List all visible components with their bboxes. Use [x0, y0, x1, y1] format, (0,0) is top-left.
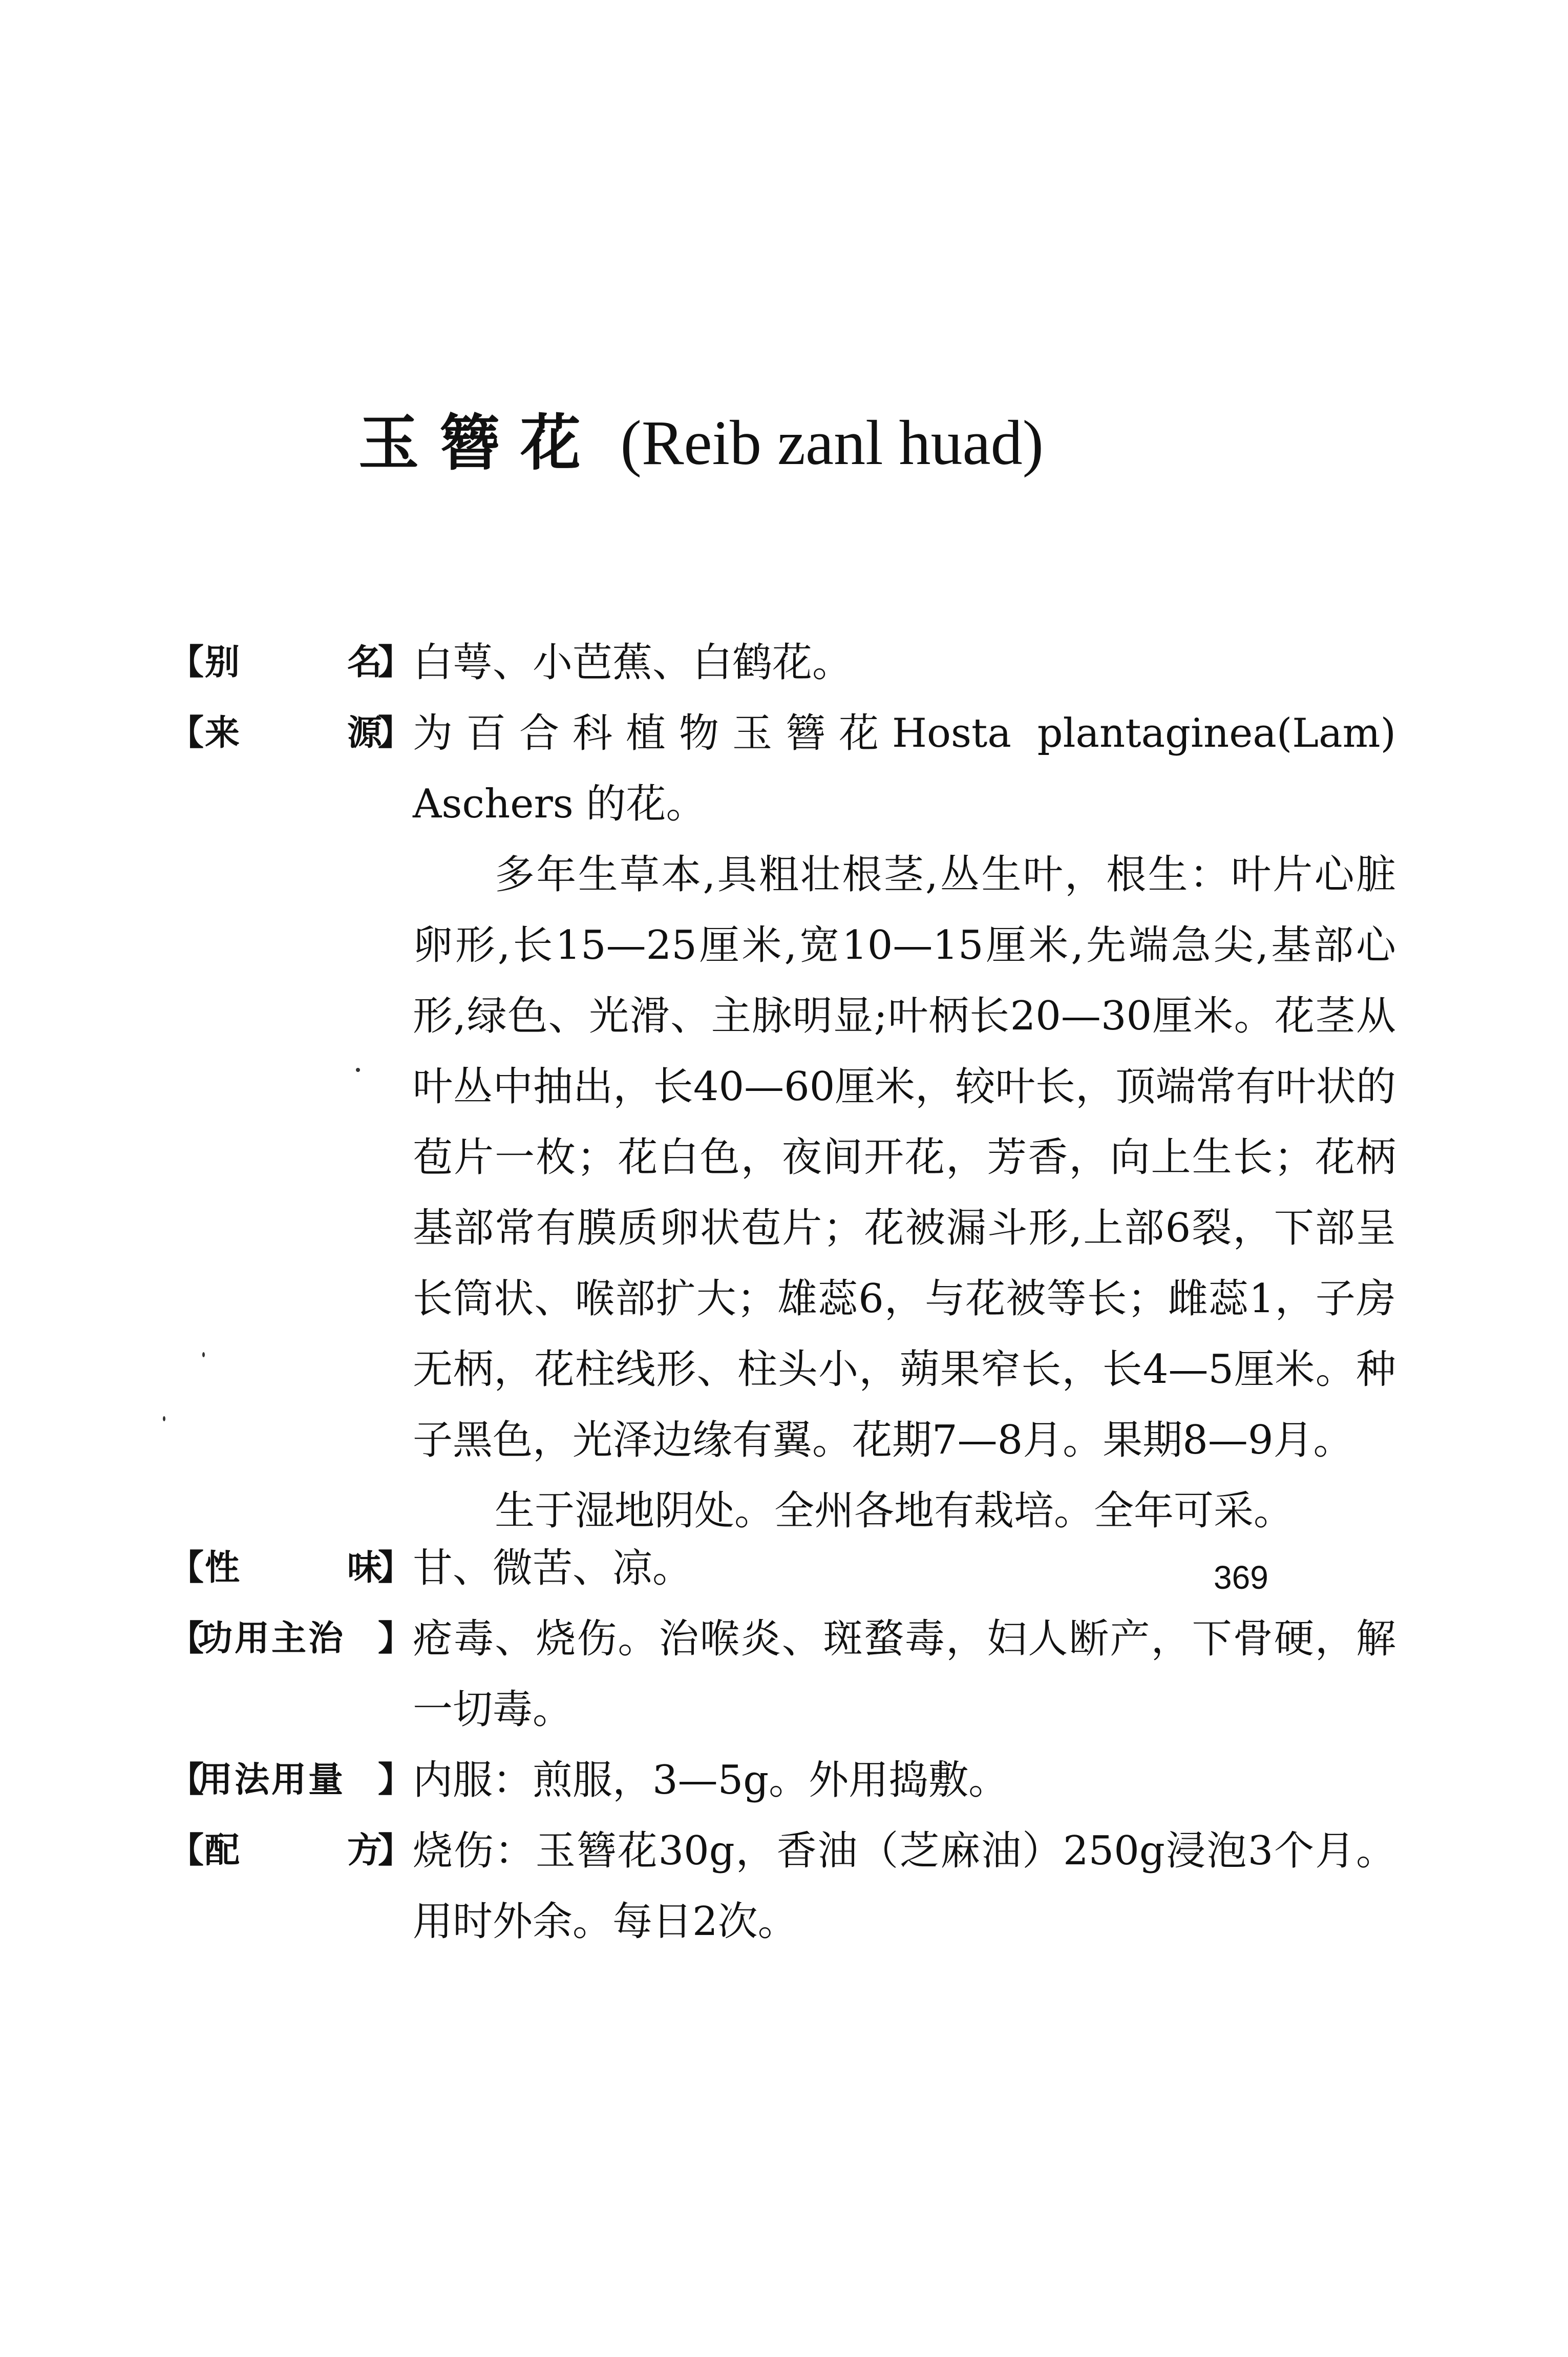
label-char-1: 性	[205, 1548, 240, 1588]
entry-paragraph: 为百合科植物玉簪花Hosta plantaginea(Lam) Aschers 的花。	[413, 710, 1396, 827]
entry-paragraph: 烧伤：玉簪花30g，香油（芝麻油）250g浸泡3个月。用时外余。每日2次。	[413, 1828, 1396, 1945]
entry-body	[413, 1745, 1396, 1816]
label-text: 用法用量	[198, 1760, 346, 1800]
label-char-1: 别	[205, 642, 240, 683]
label-char-2: 名	[347, 642, 382, 683]
entry-paragraph: 生于湿地阴处。全州各地有栽培。全年可采。	[495, 1488, 1294, 1534]
label-char-2: 方	[347, 1830, 382, 1871]
scan-speck	[163, 1416, 165, 1421]
title-chinese: 玉簪花	[358, 408, 602, 478]
label-char-2: 源	[347, 713, 382, 753]
entry-paragraph: 甘、微苦、凉。	[413, 1545, 693, 1591]
scan-speck	[356, 1068, 360, 1072]
entry-paragraph: 多年生草本,具粗壮根茎,丛生叶，根生：叶片心脏卵形,长15—25厘米,宽10—15厘米,先端急尖,基部心形,绿色、光滑、主脉明显;叶柄长20—30厘米。花茎从叶丛中抽出，长40—60厘米，较叶长，顶端常有叶状的苞片一枚；花白色，夜间开花，芳香，向上生长；花柄基部常有膜质卵状苞片；花被漏斗形,上部6裂，下部呈长筒状、喉部扩大；雄蕊6，与花被等长；雌蕊1，子房无柄，花柱线形、柱头小，蒴果窄长，长4—5厘米。种子黑色，光泽边缘有翼。花期7—8月。果期8—9月。	[413, 852, 1396, 1463]
label-text: 功用主治	[198, 1618, 346, 1659]
page-number: 369	[1214, 1559, 1268, 1596]
document-page: 玉簪花 (Reib zanl huad) 【 别 名 】 白萼、小芭蕉、白鹤花。 【 来 源 】 为百合科植物玉簪花Hosta plantaginea(Lam) Aschers 的花。 多年生草本,具粗壮根茎,丛生叶，根生：叶片心脏卵形,长15—25厘米,宽10—15厘米,先端急尖,基部心形,绿色、光滑、主脉明显;叶柄长20—30厘米。花茎从叶丛中抽出，长40—60厘米，较叶长，顶端常有叶状的苞片一枚；花白色，夜间开花，芳香，向上生长；花柄基部常有膜质卵状苞片；花被漏斗形,上部6裂，下部呈长筒状、喉部扩大；雄蕊6，与花被等长；雌蕊1，子房无柄，花柱线形、柱头小，蒴果窄长，长4—5厘米。种子黑色，光泽边缘有翼。花期7—8月。果期8—9月。 生于湿地阴处。全州各地有栽培。全年可采。 【 性 味 】 甘、微苦、凉。 【 功用主治 】 疮毒、烧伤。治喉炎、斑蝥毒，妇人断产，下骨硬，解一切毒。 【 用法用量 】 内服：煎服，3—5g。外用捣敷。 【 配 方 】 烧伤：玉簪花30g，香油（芝麻油）250g浸泡3个月。用时外余。每日2次。 369	[0, 0, 1568, 2357]
entry-body	[413, 627, 1396, 698]
entry-body	[413, 698, 1396, 1546]
label-char-1: 来	[205, 713, 240, 753]
entry-paragraph: 白萼、小芭蕉、白鹤花。	[413, 640, 853, 686]
entry-paragraph: 疮毒、烧伤。治喉炎、斑蝥毒，妇人断产，下骨硬，解一切毒。	[413, 1616, 1396, 1733]
entry-body	[413, 1604, 1396, 1745]
entry-paragraph: 内服：煎服，3—5g。外用捣敷。	[413, 1757, 1009, 1803]
entry-body	[413, 1816, 1396, 1957]
title-pinyin: (Reib zanl huad)	[620, 408, 1044, 478]
label-char-1: 配	[205, 1830, 240, 1871]
scan-speck	[202, 1352, 205, 1357]
label-char-2: 味	[347, 1548, 382, 1588]
page-title	[358, 405, 1331, 481]
